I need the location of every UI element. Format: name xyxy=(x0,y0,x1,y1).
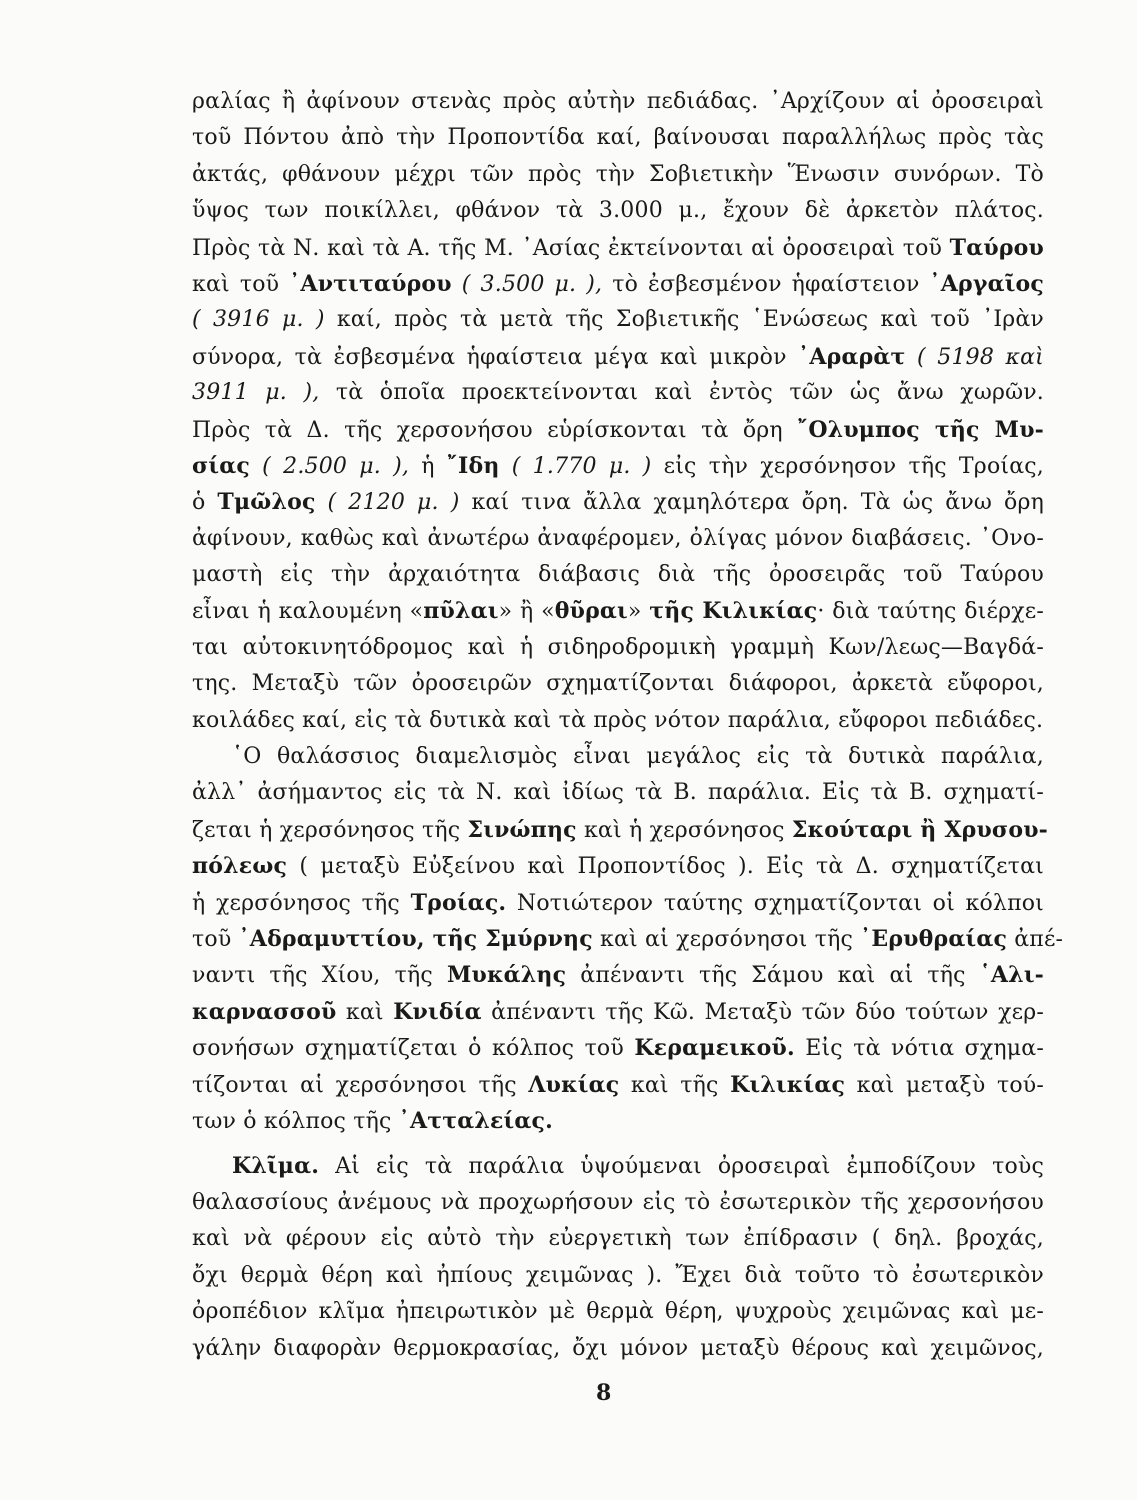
italic-measure: ( 2120 μ. ) xyxy=(327,490,460,516)
italic-measure: ( 3.500 μ. ), xyxy=(461,271,603,297)
bold-term: Κιλικίας xyxy=(730,1071,846,1098)
text-line: καὶ τοῦ ᾿Αντιταύρου ( 3.500 μ. ), τὸ ἐσβεσμένον ἡφαίστειον ᾿Αργαῖος xyxy=(192,270,1045,297)
text-line: τοῦ Πόντου ἀπὸ τὴν Προποντίδα καί, βαίνουσαι παραλλήλως πρὸς τὰς xyxy=(192,125,1044,151)
bold-term: τῆς Κιλικίας xyxy=(649,598,818,625)
text-line: 3911 μ. ), τὰ ὁποῖα προεκτείνονται καὶ ἐντὸς τῶν ὡς ἄνω χωρῶν. xyxy=(192,380,1045,406)
text-line: Πρὸς τὰ Ν. καὶ τὰ Α. τῆς Μ. ᾿Ασίας ἐκτείνονται αἱ ὀροσειραὶ τοῦ Ταύρου xyxy=(192,234,1044,261)
text-line: κοιλάδες καί, εἰς τὰ δυτικὰ καὶ τὰ πρὸς νότον παράλια, εὔφοροι πεδιάδες. xyxy=(192,707,1044,733)
bold-term: ῎Ολυμπος τῆς Μυ- xyxy=(797,416,1044,443)
text-line: σύνορα, τὰ ἐσβεσμένα ἡφαίστεια μέγα καὶ μικρὸν ᾿Αραρὰτ ( 5198 καὶ xyxy=(192,343,1044,370)
text-line: τοῦ ᾿Αδραμυττίου, τῆς Σμύρνης καὶ αἱ χερσόνησοι τῆς ᾿Ερυθραίας ἀπέ- xyxy=(192,925,1064,952)
text-line: Πρὸς τὰ Δ. τῆς χερσονήσου εὑρίσκονται τὰ ὄρη ῎Ολυμπος τῆς Μυ- xyxy=(192,416,1044,443)
bold-term: πῦλαι xyxy=(423,598,499,625)
italic-measure: ( 1.770 μ. ) xyxy=(511,453,652,479)
bold-term: θῦραι xyxy=(554,598,628,625)
body-text-climate xyxy=(192,1148,1044,1368)
text-line: ὕψος των ποικίλλει, φθάνον τὰ 3.000 μ., ἔχουν δὲ ἀρκετὸν πλάτος. xyxy=(192,198,1044,224)
bold-term: ᾿Ερυθραίας xyxy=(860,925,1008,952)
text-line: πόλεως ( μεταξὺ Εὐξείνου καὶ Προποντίδος ). Εἰς τὰ Δ. σχηματίζεται xyxy=(192,853,1044,880)
text-line: ἀκτάς, φθάνουν μέχρι τῶν πρὸς τὴν Σοβιετικὴν Ἕνωσιν συνόρων. Τὸ xyxy=(192,161,1044,187)
text-line: καὶ νὰ φέρουν εἰς αὐτὸ τὴν εὐεργετικὴ των ἐπίδρασιν ( δηλ. βροχάς, xyxy=(192,1226,1044,1252)
text-line: σονήσων σχηματίζεται ὁ κόλπος τοῦ Κεραμεικοῦ. Εἰς τὰ νότια σχημα- xyxy=(192,1035,1044,1062)
bold-term: Τροίας. xyxy=(410,889,507,916)
bold-term: Κλῖμα. xyxy=(232,1153,320,1179)
text-line: ζεται ἡ χερσόνησος τῆς Σινώπης καὶ ἡ χερσόνησος Σκούταρι ἢ Χρυσου- xyxy=(192,816,1049,843)
paragraph-3 xyxy=(192,1148,1044,1368)
bold-term: Σκούταρι ἢ Χρυσου- xyxy=(791,816,1049,843)
text-line: θαλασσίους ἀνέμους νὰ προχωρήσουν εἰς τὸ ἐσωτερικὸν τῆς χερσονήσου xyxy=(192,1189,1044,1215)
bold-term: ῎Ιδη xyxy=(446,452,500,479)
body-text-top xyxy=(192,84,1064,1139)
bold-term: ᾿Ατταλείας. xyxy=(398,1107,553,1134)
bold-term: Σινώπης xyxy=(467,816,577,843)
bold-term: καρνασσοῦ xyxy=(192,998,337,1025)
bold-term: ᾿Αργαῖος xyxy=(929,270,1045,297)
bold-term: ᾿Αδραμυττίου, τῆς Σμύρνης xyxy=(238,925,593,952)
bold-term: Ταύρου xyxy=(949,234,1044,261)
text-line: ὄχι θερμὰ θέρη καὶ ἠπίους χειμῶνας ). Ἔχει διὰ τοῦτο τὸ ἐσωτερικὸν xyxy=(192,1262,1044,1288)
italic-measure: ( 2.500 μ. ), xyxy=(262,453,410,479)
text-line: των ὁ κόλπος τῆς ᾿Ατταλείας. xyxy=(192,1107,553,1134)
text-line: εἶναι ἡ καλουμένη «πῦλαι» ἢ «θῦραι» τῆς Κιλικίας· διὰ ταύτης διέρχε- xyxy=(192,598,1044,625)
text-line: ἡ χερσόνησος τῆς Τροίας. Νοτιώτερον ταύτης σχηματίζονται οἱ κόλποι xyxy=(192,889,1044,916)
text-line: καρνασσοῦ καὶ Κνιδία ἀπέναντι τῆς Κῶ. Μεταξὺ τῶν δύο τούτων χερ- xyxy=(192,998,1045,1025)
text-line: ται αὐτοκινητόδρομος καὶ ἡ σιδηροδρομικὴ γραμμὴ Κων/λεως—Βαγδά- xyxy=(192,634,1044,660)
bold-term: Κνιδία xyxy=(393,998,482,1025)
paragraph-1 xyxy=(192,84,1044,739)
bold-term: πόλεως xyxy=(192,853,288,880)
text-line: της. Μεταξὺ τῶν ὀροσειρῶν σχηματίζονται διάφοροι, ἀρκετὰ εὔφοροι, xyxy=(192,671,1044,697)
text-line: γάλην διαφορὰν θερμοκρασίας, ὄχι μόνον μεταξὺ θέρους καὶ χειμῶνος, xyxy=(192,1335,1044,1361)
text-line: μαστὴ εἰς τὴν ἀρχαιότητα διάβασις διὰ τῆς ὀροσειρᾶς τοῦ Ταύρου xyxy=(192,562,1044,588)
text-line: τίζονται αἱ χερσόνησοι τῆς Λυκίας καὶ τῆς Κιλικίας καὶ μεταξὺ τού- xyxy=(192,1071,1045,1098)
bold-term: ᾿Αραρὰτ xyxy=(798,343,906,370)
text-line: ὁ Τμῶλος ( 2120 μ. ) καί τινα ἄλλα χαμηλότερα ὄρη. Τὰ ὡς ἄνω ὄρη xyxy=(192,489,1045,516)
text-line: ὀροπέδιον κλῖμα ἠπειρωτικὸν μὲ θερμὰ θέρη, ψυχροὺς χειμῶνας καὶ με- xyxy=(192,1299,1044,1325)
page-number: 8 xyxy=(596,1380,612,1406)
bold-term: Τμῶλος xyxy=(217,489,316,516)
text-line: ἀλλ᾿ ἀσήμαντος εἰς τὰ Ν. καὶ ἰδίως τὰ Β. παράλια. Εἰς τὰ Β. σχηματί- xyxy=(192,780,1044,806)
italic-measure: 3911 μ. ), xyxy=(192,380,320,406)
italic-measure: ( 5198 καὶ xyxy=(917,344,1044,370)
italic-measure: ( 3916 μ. ) xyxy=(192,307,325,333)
text-line: σίας ( 2.500 μ. ), ἡ ῎Ιδη ( 1.770 μ. ) εἰς τὴν χερσόνησον τῆς Τροίας, xyxy=(192,452,1044,479)
bold-term: Μυκάλης xyxy=(446,962,567,989)
text-line: Κλῖμα. Αἱ εἰς τὰ παράλια ὑψούμεναι ὀροσειραὶ ἐμποδίζουν τοὺς xyxy=(232,1153,1044,1179)
text-line: ῾Ο θαλάσσιος διαμελισμὸς εἶναι μεγάλος εἰς τὰ δυτικὰ παράλια, xyxy=(232,744,1044,770)
bold-term: ᾿Αντιταύρου xyxy=(289,270,452,297)
text-line: ἀφίνουν, καθὼς καὶ ἀνωτέρω ἀναφέρομεν, ὀλίγας μόνον διαβάσεις. ᾿Ονο- xyxy=(192,525,1044,551)
bold-term: Κεραμεικοῦ. xyxy=(634,1035,795,1062)
text-line: ναντι τῆς Χίου, τῆς Μυκάλης ἀπέναντι τῆς Σάμου καὶ αἱ τῆς ῾Αλι- xyxy=(192,962,1045,989)
bold-term: Λυκίας xyxy=(528,1071,620,1098)
text-line: ραλίας ἢ ἀφίνουν στενὰς πρὸς αὐτὴν πεδιάδας. ᾿Αρχίζουν αἱ ὀροσειραὶ xyxy=(192,89,1044,114)
bold-term: σίας xyxy=(192,452,250,479)
paragraph-2 xyxy=(192,739,1064,1139)
text-line: ( 3916 μ. ) καί, πρὸς τὰ μετὰ τῆς Σοβιετικῆς ῾Ενώσεως καὶ τοῦ ᾿Ιρὰν xyxy=(192,307,1044,333)
bold-term: ῾Αλι- xyxy=(979,962,1045,989)
